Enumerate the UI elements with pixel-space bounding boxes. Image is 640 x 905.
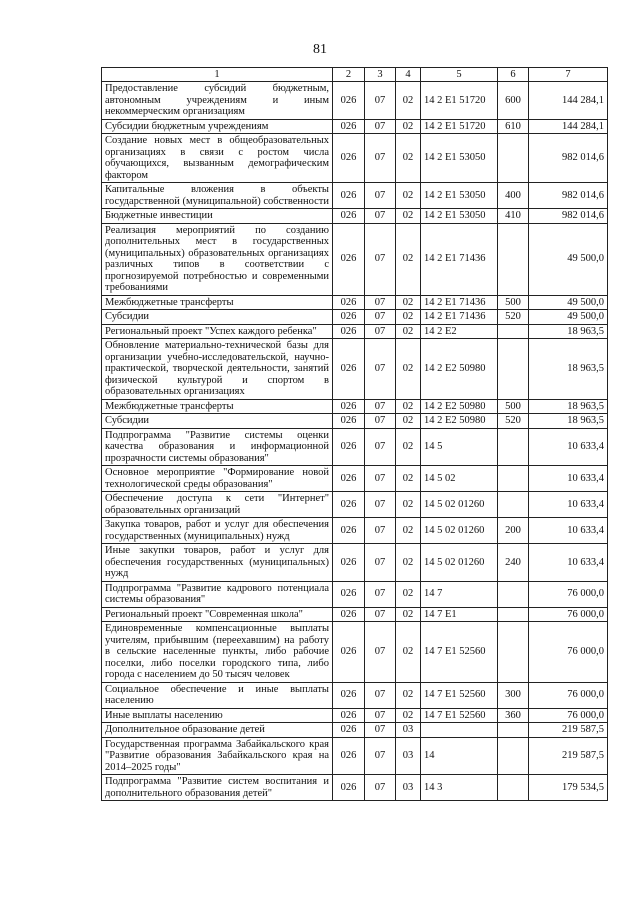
row-c3-cell: 07 [365,775,396,801]
row-c7-cell: 18 963,5 [529,324,608,339]
table-row [102,339,608,400]
row-c7-cell: 219 587,5 [529,737,608,775]
header-cell: 3 [365,68,396,82]
row-c7-cell: 10 633,4 [529,518,608,544]
row-c7-cell: 144 284,1 [529,82,608,120]
row-name-cell: Иные выплаты населению [102,708,333,723]
row-c5-cell: 14 2 E1 53050 [421,183,498,209]
table-row [102,544,608,582]
row-c2-cell: 026 [333,622,365,683]
row-c2-cell: 026 [333,414,365,429]
row-name-cell: Иные закупки товаров, работ и услуг для обеспечения государственных (муниципальных) нужд [102,544,333,582]
row-name-cell: Дополнительное образование детей [102,723,333,738]
row-c7-cell: 982 014,6 [529,209,608,224]
row-c3-cell: 07 [365,414,396,429]
table-row [102,82,608,120]
header-cell: 7 [529,68,608,82]
row-c7-cell: 10 633,4 [529,466,608,492]
row-c4-cell: 03 [396,723,421,738]
header-cell: 2 [333,68,365,82]
table-row [102,607,608,622]
row-name-cell: Субсидии бюджетным учреждениям [102,119,333,134]
row-c2-cell: 026 [333,737,365,775]
row-c4-cell: 02 [396,518,421,544]
row-c2-cell: 026 [333,134,365,183]
row-c3-cell: 07 [365,492,396,518]
table-row [102,414,608,429]
budget-table [101,67,608,801]
row-c6-cell: 240 [498,544,529,582]
row-c5-cell: 14 2 E1 71436 [421,295,498,310]
row-c5-cell: 14 2 E1 53050 [421,134,498,183]
row-c4-cell: 03 [396,775,421,801]
row-c5-cell: 14 7 [421,581,498,607]
header-cell: 6 [498,68,529,82]
row-c6-cell [498,492,529,518]
row-c3-cell: 07 [365,399,396,414]
row-c6-cell: 600 [498,82,529,120]
row-c2-cell: 026 [333,295,365,310]
row-c4-cell: 02 [396,339,421,400]
row-c4-cell: 02 [396,622,421,683]
row-c5-cell: 14 3 [421,775,498,801]
row-c4-cell: 02 [396,581,421,607]
table-row [102,775,608,801]
row-c6-cell [498,723,529,738]
row-c3-cell: 07 [365,209,396,224]
row-name-cell: Основное мероприятие "Формирование новой технологической среды образования" [102,466,333,492]
row-c6-cell [498,324,529,339]
row-c3-cell: 07 [365,223,396,295]
row-c6-cell: 300 [498,682,529,708]
table-row [102,492,608,518]
row-c7-cell: 982 014,6 [529,134,608,183]
row-c7-cell: 76 000,0 [529,581,608,607]
row-c6-cell: 360 [498,708,529,723]
row-c2-cell: 026 [333,723,365,738]
row-c6-cell [498,339,529,400]
row-c5-cell: 14 2 E1 51720 [421,119,498,134]
row-c4-cell: 02 [396,223,421,295]
table-row [102,134,608,183]
row-c7-cell: 76 000,0 [529,622,608,683]
row-c5-cell: 14 2 E1 71436 [421,310,498,325]
row-c5-cell: 14 5 02 01260 [421,492,498,518]
row-c4-cell: 02 [396,607,421,622]
row-name-cell: Субсидии [102,414,333,429]
row-c4-cell: 02 [396,466,421,492]
row-c3-cell: 07 [365,607,396,622]
row-c6-cell [498,466,529,492]
row-c2-cell: 026 [333,466,365,492]
table-row [102,466,608,492]
row-c7-cell: 18 963,5 [529,414,608,429]
table-row [102,723,608,738]
row-c3-cell: 07 [365,581,396,607]
row-c2-cell: 026 [333,119,365,134]
row-name-cell: Создание новых мест в общеобразовательных организациях в связи с ростом числа обучающихся, вызванным демографическим фактором [102,134,333,183]
header-cell: 1 [102,68,333,82]
row-c7-cell: 10 633,4 [529,428,608,466]
row-c2-cell: 026 [333,339,365,400]
table-row [102,708,608,723]
table-row [102,581,608,607]
row-c6-cell [498,223,529,295]
table-row [102,295,608,310]
row-c6-cell [498,581,529,607]
row-c7-cell: 219 587,5 [529,723,608,738]
row-c2-cell: 026 [333,518,365,544]
row-c6-cell: 520 [498,414,529,429]
table-row [102,399,608,414]
row-name-cell: Региональный проект "Успех каждого ребенка" [102,324,333,339]
row-c5-cell: 14 2 E1 51720 [421,82,498,120]
row-c5-cell: 14 7 E1 52560 [421,682,498,708]
row-c3-cell: 07 [365,518,396,544]
table-row [102,428,608,466]
header-row [102,68,608,82]
row-c6-cell [498,428,529,466]
table-row [102,183,608,209]
row-c3-cell: 07 [365,466,396,492]
row-c5-cell: 14 2 E2 50980 [421,339,498,400]
row-c3-cell: 07 [365,82,396,120]
row-c2-cell: 026 [333,682,365,708]
row-c5-cell: 14 5 02 01260 [421,518,498,544]
row-c4-cell: 02 [396,134,421,183]
row-c3-cell: 07 [365,119,396,134]
row-c6-cell: 500 [498,399,529,414]
row-c5-cell: 14 7 E1 52560 [421,708,498,723]
row-name-cell: Единовременные компенсационные выплаты учителям, прибывшим (переехавшим) на работу в сельские населенные пункты, либо рабочие поселки, либо поселки городского типа, либо города с населением до 50 тысяч человек [102,622,333,683]
table-row [102,737,608,775]
row-c4-cell: 02 [396,428,421,466]
row-name-cell: Подпрограмма "Развитие систем воспитания и дополнительного образования детей" [102,775,333,801]
row-c3-cell: 07 [365,544,396,582]
row-c4-cell: 02 [396,295,421,310]
table-row [102,223,608,295]
row-name-cell: Социальное обеспечение и иные выплаты населению [102,682,333,708]
header-cell: 5 [421,68,498,82]
row-c3-cell: 07 [365,324,396,339]
row-c3-cell: 07 [365,183,396,209]
table-row [102,119,608,134]
row-c2-cell: 026 [333,209,365,224]
row-c4-cell: 02 [396,682,421,708]
row-c2-cell: 026 [333,82,365,120]
row-c5-cell: 14 2 E2 50980 [421,414,498,429]
row-c5-cell: 14 5 [421,428,498,466]
row-c4-cell: 02 [396,492,421,518]
row-c5-cell: 14 5 02 [421,466,498,492]
row-c4-cell: 02 [396,324,421,339]
row-c5-cell: 14 5 02 01260 [421,544,498,582]
table-row [102,622,608,683]
row-c2-cell: 026 [333,324,365,339]
row-c4-cell: 02 [396,708,421,723]
header-cell: 4 [396,68,421,82]
row-c2-cell: 026 [333,581,365,607]
row-c7-cell: 982 014,6 [529,183,608,209]
row-c7-cell: 49 500,0 [529,295,608,310]
row-c5-cell: 14 2 E1 53050 [421,209,498,224]
table-row [102,324,608,339]
row-name-cell: Капитальные вложения в объекты государственной (муниципальной) собственности [102,183,333,209]
row-c2-cell: 026 [333,775,365,801]
row-c5-cell [421,723,498,738]
row-c7-cell: 49 500,0 [529,310,608,325]
row-name-cell: Бюджетные инвестиции [102,209,333,224]
row-c7-cell: 18 963,5 [529,399,608,414]
row-c6-cell: 610 [498,119,529,134]
row-c3-cell: 07 [365,708,396,723]
row-c7-cell: 10 633,4 [529,544,608,582]
row-c4-cell: 02 [396,310,421,325]
row-c6-cell [498,607,529,622]
page-number: 81 [313,42,327,57]
row-c7-cell: 144 284,1 [529,119,608,134]
row-c3-cell: 07 [365,134,396,183]
row-c3-cell: 07 [365,428,396,466]
row-c6-cell [498,622,529,683]
row-c3-cell: 07 [365,339,396,400]
table-row [102,518,608,544]
row-c5-cell: 14 2 E2 [421,324,498,339]
row-c5-cell: 14 [421,737,498,775]
row-name-cell: Подпрограмма "Развитие кадрового потенциала системы образования" [102,581,333,607]
row-c4-cell: 02 [396,414,421,429]
row-c2-cell: 026 [333,428,365,466]
row-c4-cell: 02 [396,183,421,209]
row-name-cell: Реализация мероприятий по созданию дополнительных мест в государственных (муниципальных) образовательных организациях различных типов в соответствии с прогнозируемой потребностью и современными требованиями [102,223,333,295]
row-c6-cell: 520 [498,310,529,325]
row-c6-cell [498,737,529,775]
row-c7-cell: 76 000,0 [529,607,608,622]
row-c6-cell: 410 [498,209,529,224]
row-c5-cell: 14 7 E1 [421,607,498,622]
row-c4-cell: 02 [396,399,421,414]
row-name-cell: Региональный проект "Современная школа" [102,607,333,622]
row-c6-cell [498,775,529,801]
row-c5-cell: 14 2 E2 50980 [421,399,498,414]
row-c3-cell: 07 [365,737,396,775]
row-name-cell: Обеспечение доступа к сети "Интернет" образовательных организаций [102,492,333,518]
row-name-cell: Межбюджетные трансферты [102,295,333,310]
row-c3-cell: 07 [365,310,396,325]
row-c2-cell: 026 [333,399,365,414]
row-name-cell: Подпрограмма "Развитие системы оценки качества образования и информационной прозрачности системы образования" [102,428,333,466]
row-c2-cell: 026 [333,223,365,295]
row-c7-cell: 49 500,0 [529,223,608,295]
row-c2-cell: 026 [333,492,365,518]
row-name-cell: Закупка товаров, работ и услуг для обеспечения государственных (муниципальных) нужд [102,518,333,544]
row-c2-cell: 026 [333,544,365,582]
row-c5-cell: 14 7 E1 52560 [421,622,498,683]
row-c2-cell: 026 [333,708,365,723]
row-name-cell: Обновление материально-технической базы для организации учебно-исследовательской, научно-практической, творческой деятельности, занятий физической культурой и спортом в образовательных организациях [102,339,333,400]
table-row [102,682,608,708]
table-row [102,310,608,325]
row-c3-cell: 07 [365,622,396,683]
row-c7-cell: 76 000,0 [529,682,608,708]
row-name-cell: Предоставление субсидий бюджетным, автономным учреждениям и иным некоммерческим организациям [102,82,333,120]
row-c6-cell: 400 [498,183,529,209]
row-name-cell: Государственная программа Забайкальского края "Развитие образования Забайкальского края на 2014–2025 годы" [102,737,333,775]
row-c3-cell: 07 [365,682,396,708]
row-c3-cell: 07 [365,723,396,738]
row-c2-cell: 026 [333,310,365,325]
table-row [102,209,608,224]
row-c4-cell: 02 [396,119,421,134]
row-c4-cell: 03 [396,737,421,775]
row-c7-cell: 76 000,0 [529,708,608,723]
row-c7-cell: 179 534,5 [529,775,608,801]
row-c2-cell: 026 [333,183,365,209]
row-c4-cell: 02 [396,544,421,582]
row-c7-cell: 10 633,4 [529,492,608,518]
row-c6-cell [498,134,529,183]
row-name-cell: Межбюджетные трансферты [102,399,333,414]
row-c6-cell: 500 [498,295,529,310]
row-c4-cell: 02 [396,209,421,224]
row-c2-cell: 026 [333,607,365,622]
row-c4-cell: 02 [396,82,421,120]
row-c7-cell: 18 963,5 [529,339,608,400]
row-c5-cell: 14 2 E1 71436 [421,223,498,295]
row-c6-cell: 200 [498,518,529,544]
row-c3-cell: 07 [365,295,396,310]
row-name-cell: Субсидии [102,310,333,325]
